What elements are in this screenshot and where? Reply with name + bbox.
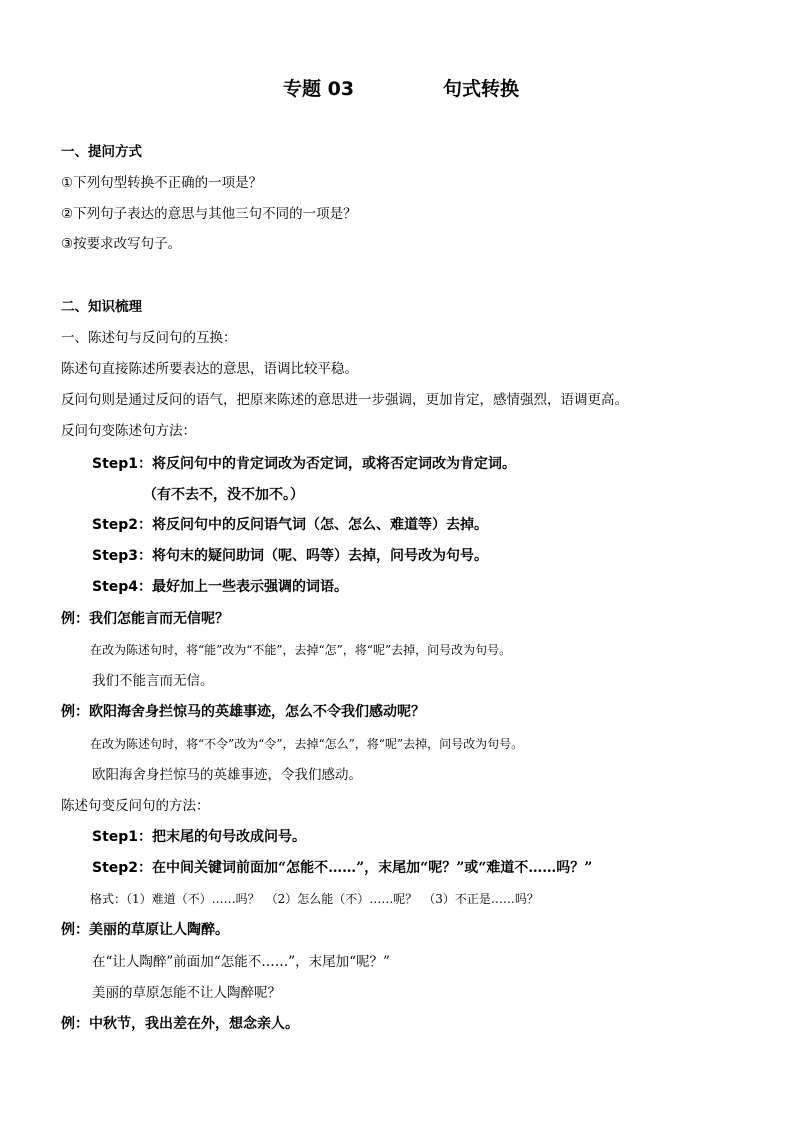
example-label: 例： [61, 1016, 89, 1032]
method1-step-1-note [143, 485, 304, 505]
step-text: 最好加上一些表示强调的词语。 [152, 579, 349, 595]
method2-step-1 [92, 827, 306, 847]
step-text: （有不去不，没不加不。） [143, 487, 304, 503]
step-key: Step4： [92, 579, 153, 595]
step-key: Step1： [92, 829, 153, 845]
example-3-note: 在“让人陶醉”前面加“怎能不……”，末尾加“呢？” [92, 954, 390, 970]
method-label-rhetorical-to-declarative: 反问句变陈述句方法： [61, 423, 196, 439]
section-heading-knowledge: 二、知识梳理 [61, 299, 142, 315]
question-type-item-2: ②下列句子表达的意思与其他三句不同的一项是？ [61, 206, 357, 222]
step-key: Step1： [92, 456, 153, 472]
method1-step-4 [92, 577, 348, 597]
question-format-line: 格式：（1）难道（不）……吗？ （2）怎么能（不）……呢？ （3）不正是……吗？ [90, 892, 539, 906]
paragraph-declarative: 陈述句直接陈述所要表达的意思，语调比较平稳。 [61, 361, 358, 377]
example-sentence: 我们怎能言而无信呢？ [89, 611, 229, 627]
paragraph-rhetorical: 反问句则是通过反问的语气，把原来陈述的意思进一步强调，更加肯定，感情强烈，语调更高。 [61, 392, 628, 408]
method2-step-2 [92, 858, 592, 878]
step-key: Step2： [92, 860, 153, 876]
example-sentence: 中秋节，我出差在外，想念亲人。 [89, 1016, 299, 1032]
method1-step-3 [92, 546, 488, 566]
example-label: 例： [61, 704, 89, 720]
step-text: 把末尾的句号改成问号。 [152, 829, 307, 845]
step-text: 将反问句中的反问语气词（怎、怎么、难道等）去掉。 [152, 517, 489, 533]
method1-step-1 [92, 454, 516, 474]
step-text: 在中间关键词前面加“怎能不……”，末尾加“呢？”或“难道不……吗？” [152, 860, 593, 876]
question-type-item-3: ③按要求改写句子。 [61, 236, 182, 252]
example-sentence: 美丽的草原让人陶醉。 [89, 922, 229, 938]
example-2 [61, 702, 425, 722]
example-sentence: 欧阳海舍身拦惊马的英雄事迹，怎么不令我们感动呢？ [89, 704, 425, 720]
step-key: Step3： [92, 548, 153, 564]
section-heading-question-types: 一、提问方式 [61, 144, 142, 160]
question-type-item-1: ①下列句型转换不正确的一项是？ [61, 175, 263, 191]
example-2-answer: 欧阳海舍身拦惊马的英雄事迹，令我们感动。 [92, 767, 362, 783]
example-3-answer: 美丽的草原怎能不让人陶醉呢？ [92, 985, 281, 1001]
example-label: 例： [61, 922, 89, 938]
title-topic-name: 句式转换 [443, 78, 520, 100]
step-text: 将反问句中的肯定词改为否定词，或将否定词改为肯定词。 [152, 456, 517, 472]
page-title [0, 72, 794, 100]
example-1 [61, 609, 229, 629]
example-1-answer: 我们不能言而无信。 [92, 673, 214, 689]
subsection-heading-conversion: 一、陈述句与反问句的互换： [61, 330, 237, 346]
example-1-note: 在改为陈述句时，将“能”改为“不能”，去掉“怎”，将“呢”去掉，问号改为句号。 [90, 643, 512, 657]
method1-step-2 [92, 515, 488, 535]
example-2-note: 在改为陈述句时，将“不令”改为“令”，去掉“怎么”，将“呢”去掉，问号改为句号。 [90, 737, 524, 751]
example-3 [61, 920, 229, 940]
step-text: 将句末的疑问助词（呢、吗等）去掉，问号改为句号。 [152, 548, 489, 564]
step-key: Step2： [92, 517, 153, 533]
example-label: 例： [61, 611, 89, 627]
example-4 [61, 1014, 299, 1034]
method-label-declarative-to-rhetorical: 陈述句变反问句的方法： [61, 798, 210, 814]
title-topic-number: 专题 03 [283, 78, 355, 100]
